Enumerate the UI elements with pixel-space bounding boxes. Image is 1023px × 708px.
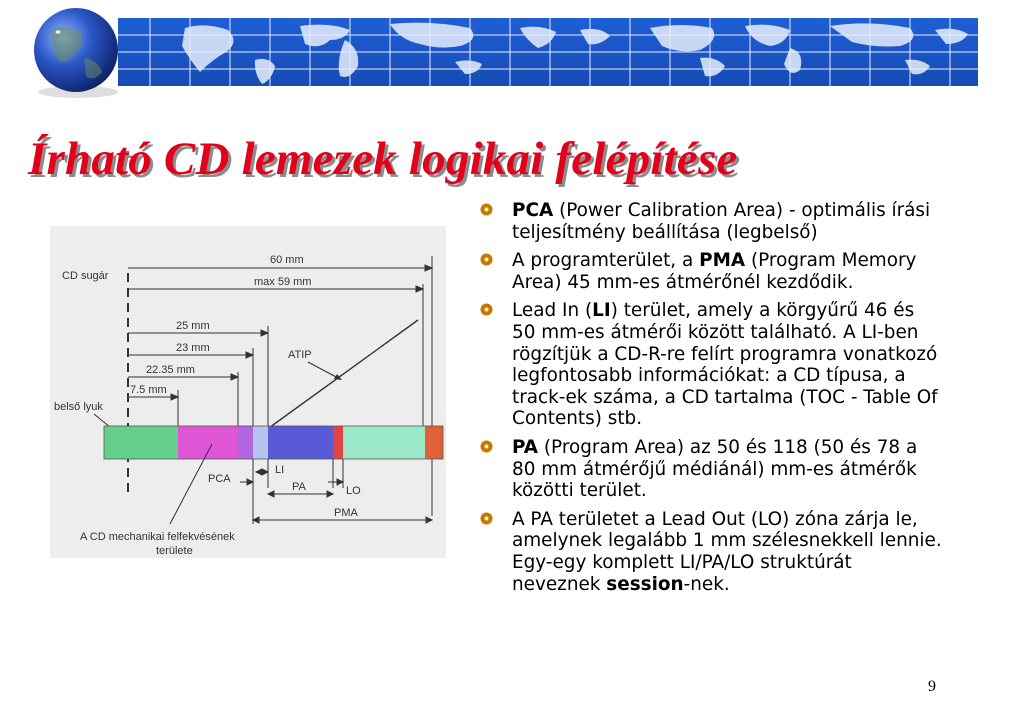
- bullet-text: -nek.: [683, 573, 730, 595]
- bullet-bold: PA: [512, 436, 539, 458]
- bullet-icon: [480, 253, 493, 266]
- dim-max59mm: max 59 mm: [254, 276, 312, 288]
- dim-23mm: 23 mm: [176, 342, 210, 354]
- page-number: 9: [928, 678, 936, 695]
- dim-75mm: 7.5 mm: [130, 384, 167, 396]
- pa-label: PA: [292, 481, 306, 493]
- bullet-bold: PCA: [512, 200, 554, 221]
- disc-band: [104, 426, 443, 459]
- bullet-bold: LI: [592, 300, 611, 322]
- bullet-icon: [480, 512, 493, 525]
- slide-title: Írható CD lemezek logikai felépítése: [28, 133, 738, 185]
- dim-2235mm: 22.35 mm: [146, 364, 195, 376]
- bullet-icon: [480, 440, 493, 453]
- bullet-item: [480, 200, 942, 243]
- bullet-pre: A PA területet a Lead Out (LO) zóna zárja le, amelynek legalább 1 mm szélesnekkell lennie. Egy-egy komplett LI/PA/LO struktúrát neveznek: [512, 508, 942, 595]
- bullet-list: [480, 200, 942, 602]
- bullet-bold: session: [606, 573, 684, 595]
- li-label: LI: [275, 464, 285, 476]
- bullet-icon: [480, 203, 493, 216]
- cd-structure-diagram: [50, 226, 446, 558]
- bullet-text: (Program Memory Area) 45 mm-es átmérőnél kezdődik.: [512, 250, 917, 293]
- dim-60mm: 60 mm: [270, 254, 304, 266]
- bullet-pre: A programterület, a: [512, 250, 700, 272]
- pma-label: PMA: [334, 507, 358, 519]
- bullet-item: [480, 509, 942, 595]
- bullet-text: (Program Area) az 50 és 118 (50 és 78 a 80 mm átmérőjű médiánál) mm-es átmérők közötti terület.: [512, 436, 918, 502]
- mech-area-label-line2: területe: [156, 545, 193, 557]
- inner-hole-label: belső lyuk: [54, 401, 103, 413]
- bullet-text: ) terület, amely a körgyűrű 46 és 50 mm-es átmérői között található. A LI-ben rögzítjük a CD-R-re felírt programra vonatkozó legfontosabb információkat: a CD típusa, a track-ek száma, a CD tartalma (TOC - Table Of Contents) stb.: [512, 300, 938, 430]
- dim-25mm: 25 mm: [176, 320, 210, 332]
- pca-label: PCA: [208, 473, 231, 485]
- lo-label: LO: [346, 485, 361, 497]
- header-banner: [0, 0, 1023, 120]
- bullet-item: [480, 300, 942, 430]
- bullet-item: [480, 250, 942, 293]
- bullet-text: (Power Calibration Area) - optimális írási teljesítmény beállítása (legbelső): [512, 200, 931, 243]
- bullet-item: [480, 437, 942, 502]
- bullet-pre: Lead In (: [512, 300, 593, 322]
- atip-label: ATIP: [288, 349, 312, 361]
- mech-area-label-line1: A CD mechanikai felfekvésének: [80, 531, 235, 543]
- cd-radius-label: CD sugár: [62, 270, 109, 282]
- bullet-icon: [480, 303, 493, 316]
- bullet-bold: PMA: [699, 250, 746, 272]
